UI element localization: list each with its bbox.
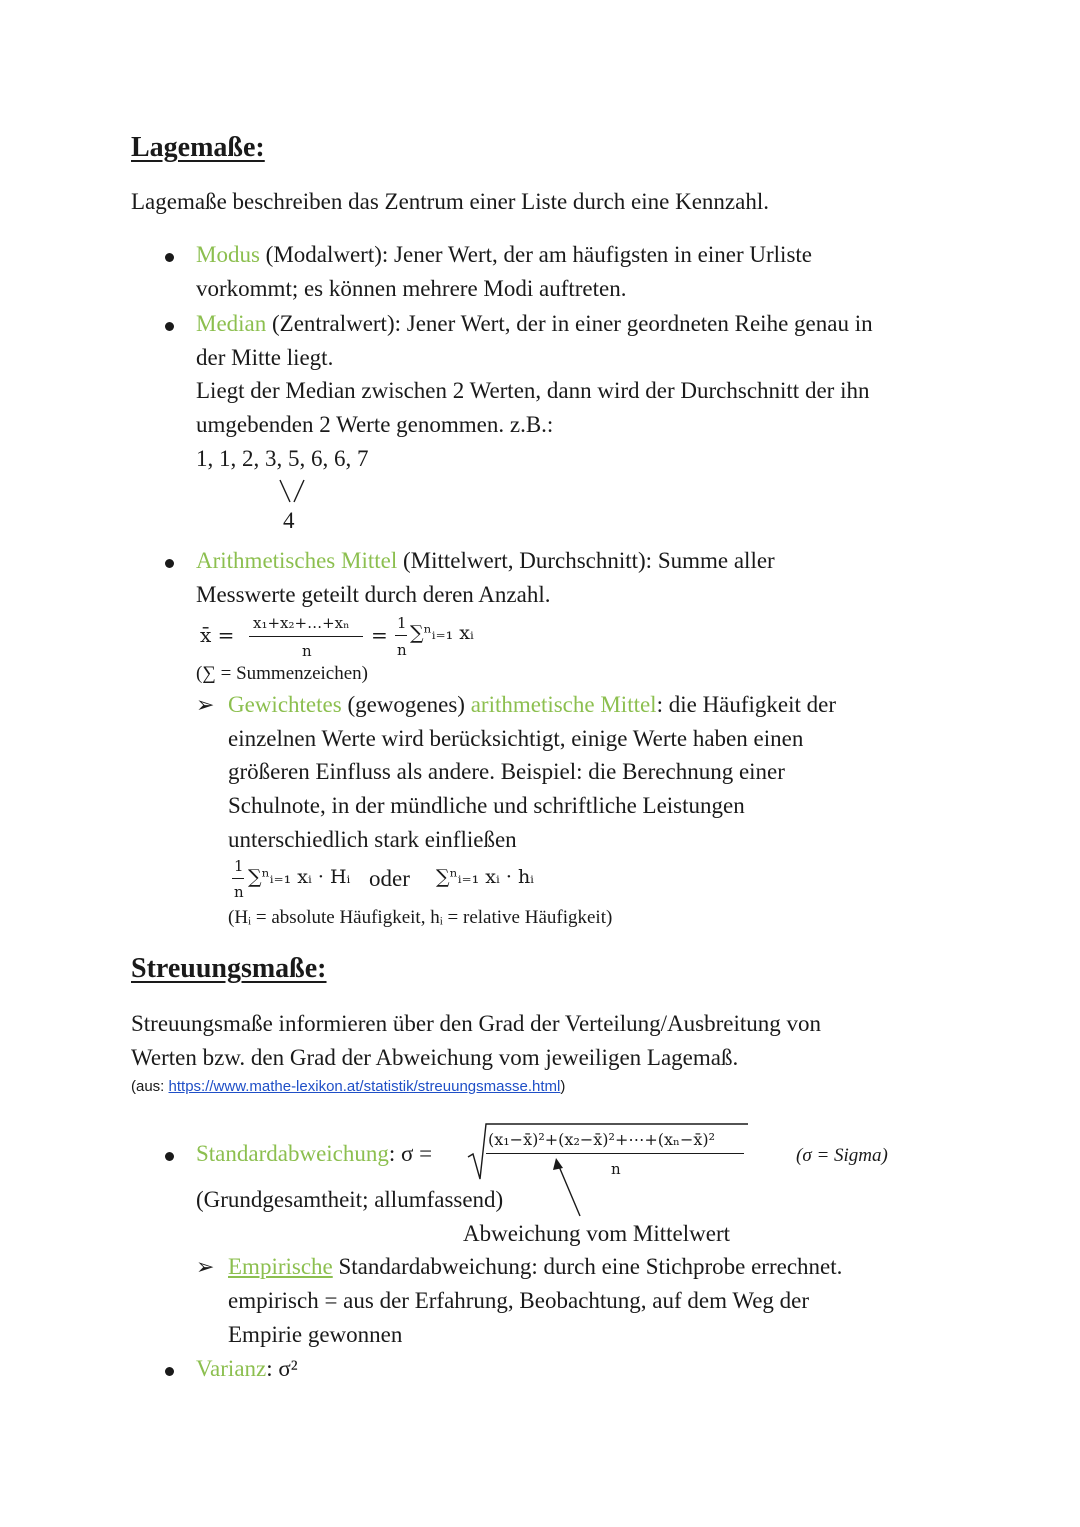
median-pointer-lines — [272, 478, 312, 506]
mean-lhs: x̄ = — [200, 623, 235, 647]
heading-streuungsmasse: Streuungsmaße: — [131, 953, 327, 984]
modus-line1: Modus (Modalwert): Jener Wert, der am häufigsten in einer Urliste — [196, 242, 812, 267]
median-line3: Liegt der Median zwischen 2 Werten, dann wird der Durchschnitt der ihn — [196, 378, 870, 403]
std-denominator: n — [611, 1160, 621, 1178]
median-line1: Median (Zentralwert): Jener Wert, der in einer geordneten Reihe genau in — [196, 311, 873, 336]
term-modus: Modus — [196, 242, 260, 267]
std-grundgesamtheit: (Grundgesamtheit; allumfassend) — [196, 1187, 504, 1212]
modus-line2: vorkommt; es können mehrere Modi auftreten. — [196, 276, 627, 301]
term-arithmetische-mittel: arithmetische Mittel — [470, 692, 657, 717]
gewichtet-line5: unterschiedlich stark einfließen — [228, 827, 517, 852]
streu-intro2: Werten bzw. den Grad der Abweichung vom jeweiligen Lagemaß. — [131, 1045, 739, 1070]
source-link[interactable]: https://www.mathe-lexikon.at/statistik/streuungsmasse.html — [168, 1078, 561, 1095]
weighted-formula-b: ∑ⁿᵢ₌₁ xᵢ · hᵢ — [436, 866, 535, 888]
median-result: 4 — [283, 508, 295, 533]
mittel-line1: Arithmetisches Mittel (Mittelwert, Durchschnitt): Summe aller — [196, 548, 775, 573]
mittel-line2: Messwerte geteilt durch deren Anzahl. — [196, 582, 551, 607]
empirisch-line1: Empirische Standardabweichung: durch eine Stichprobe errechnet. — [228, 1254, 843, 1279]
varianz-line: Varianz: σ² — [196, 1356, 298, 1381]
gewichtet-line2: einzelnen Werte wird berücksichtigt, einige Werte haben einen — [228, 726, 804, 751]
term-gewichtetes: Gewichtetes — [228, 692, 342, 717]
heading-lagemasse: Lagemaße: — [131, 132, 265, 163]
median-example: 1, 1, 2, 3, 5, 6, 6, 7 — [196, 446, 369, 471]
term-standardabweichung: Standardabweichung — [196, 1141, 389, 1166]
empirisch-line3: Empirie gewonnen — [228, 1322, 403, 1347]
weighted-formula-a: ∑ⁿᵢ₌₁ xᵢ · Hᵢ — [248, 866, 351, 888]
mean-frac-den: n — [397, 641, 407, 659]
bullet — [165, 322, 174, 331]
arrow-bullet-icon: ➢ — [196, 692, 215, 717]
fraction-bar — [395, 635, 407, 636]
fraction-bar — [249, 636, 363, 637]
fraction-bar — [232, 878, 244, 879]
mean-frac-num: 1 — [397, 614, 407, 632]
haeufigkeit-note: (Hᵢ = absolute Häufigkeit, hᵢ = relative Häufigkeit) — [228, 907, 613, 928]
arrow-bullet-icon: ➢ — [196, 1254, 215, 1279]
weighted-frac-den: n — [234, 883, 244, 901]
source-citation: (aus: https://www.mathe-lexikon.at/statistik/streuungsmasse.html) — [131, 1078, 566, 1095]
bullet — [165, 1367, 174, 1376]
lage-intro: Lagemaße beschreiben das Zentrum einer Liste durch eine Kennzahl. — [131, 189, 769, 214]
gewichtet-line3: größeren Einfluss als andere. Beispiel: die Berechnung einer — [228, 759, 785, 784]
std-radicand: (x₁−x̄)²+(x₂−x̄)²+⋯+(xₙ−x̄)² — [488, 1130, 716, 1149]
term-empirische: Empirische — [228, 1254, 333, 1279]
bullet — [165, 559, 174, 568]
term-varianz: Varianz — [196, 1356, 267, 1381]
abweichung-label: Abweichung vom Mittelwert — [463, 1221, 731, 1246]
streu-intro1: Streuungsmaße informieren über den Grad der Verteilung/Ausbreitung von — [131, 1011, 822, 1036]
std-label: Standardabweichung: σ = — [196, 1141, 433, 1166]
gewichtet-line1: Gewichtetes (gewogenes) arithmetische Mittel: die Häufigkeit der — [228, 692, 837, 717]
bullet — [165, 1152, 174, 1161]
fraction-bar — [486, 1153, 744, 1154]
sigma-note: (∑ = Summenzeichen) — [196, 663, 368, 684]
mean-denominator: n — [302, 642, 312, 660]
term-arithmetisches-mittel: Arithmetisches Mittel — [196, 548, 398, 573]
empirisch-line2: empirisch = aus der Erfahrung, Beobachtung, auf dem Weg der — [228, 1288, 810, 1313]
mean-numerator: x₁+x₂+…+xₙ — [253, 614, 350, 632]
sigma-name-note: (σ = Sigma) — [796, 1145, 888, 1166]
median-line2: der Mitte liegt. — [196, 345, 334, 370]
bullet — [165, 253, 174, 262]
weighted-frac-num: 1 — [234, 857, 244, 875]
weighted-oder: oder — [369, 866, 410, 891]
deviation-arrow-icon — [548, 1156, 588, 1220]
median-line4: umgebenden 2 Werte genommen. z.B.: — [196, 412, 554, 437]
mean-sum: ∑ⁿᵢ₌₁ xᵢ — [410, 622, 474, 644]
mean-equals: = — [371, 623, 388, 647]
term-median: Median — [196, 311, 267, 336]
gewichtet-line4: Schulnote, in der mündliche und schriftliche Leistungen — [228, 793, 745, 818]
